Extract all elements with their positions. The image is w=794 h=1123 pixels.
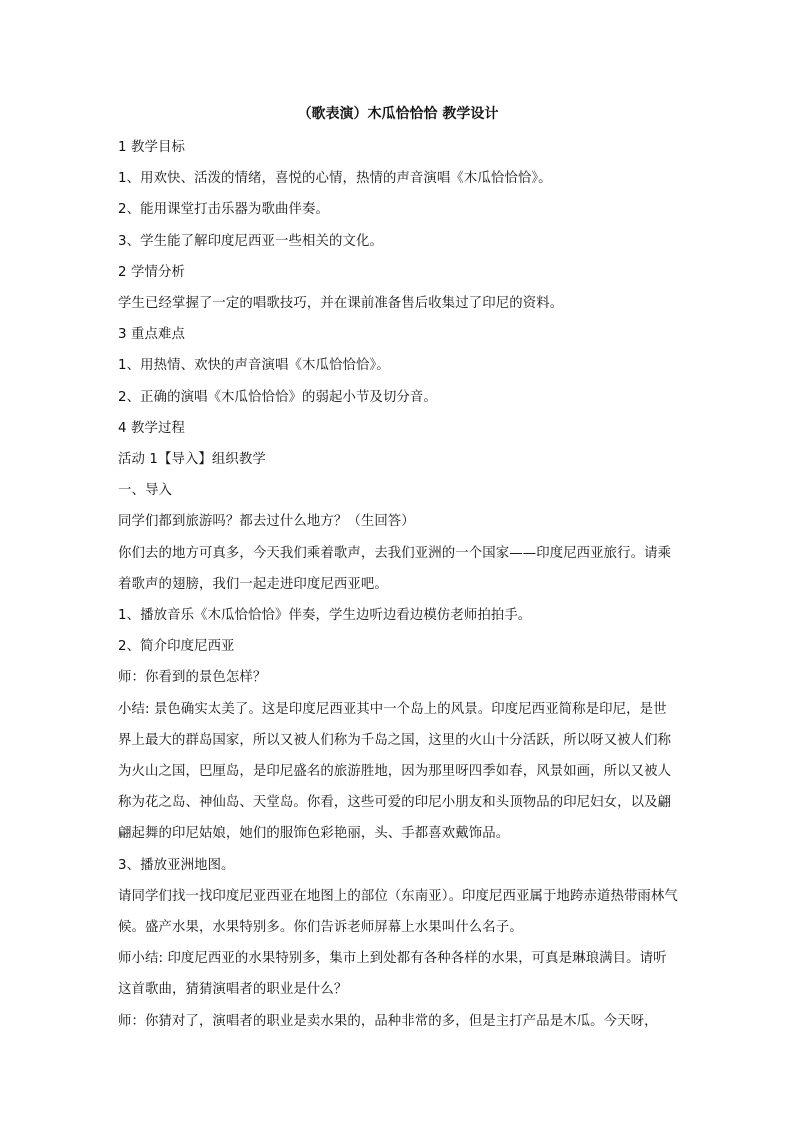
heading-objectives: 1 教学目标 — [118, 140, 185, 155]
objective-item-1: 1、用欢快、活泼的情绪，喜悦的心情，热情的声音演唱《木瓜恰恰恰》。 — [118, 171, 552, 187]
map-paragraph: 请同学们找一找印度尼亚西亚在地图上的部位（东南亚）。印度尼西亚属于地跨赤道热带雨林气候。盛产水果，水果特别多。你们告诉老师屏幕上水果叫什么名子。 — [118, 888, 678, 936]
step-3-asia-map: 3、播放亚洲地图。 — [118, 857, 235, 873]
step-2-intro-indonesia: 2、简介印度尼西亚 — [118, 639, 235, 655]
teacher-guess-paragraph: 师：你猜对了，演唱者的职业是卖水果的，品种非常的多，但是主打产品是木瓜。今天呀， — [118, 1013, 658, 1029]
step-1-play-music: 1、播放音乐《木瓜恰恰恰》伴奏，学生边听边看边模仿老师拍拍手。 — [118, 608, 532, 624]
teacher-question: 师：你看到的景色怎样？ — [118, 670, 267, 686]
objective-item-2: 2、能用课堂打击乐器为歌曲伴奏。 — [118, 202, 329, 218]
section-intro-heading: 一、导入 — [118, 483, 172, 499]
document-title: （歌表演）木瓜恰恰恰 教学设计 — [297, 106, 499, 122]
objective-item-3: 3、学生能了解印度尼西亚一些相关的文化。 — [118, 233, 383, 249]
summary-paragraph: 小结: 景色确实太美了。这是印度尼西亚其中一个岛上的风景。印度尼西亚简称是印尼，是世界上最大的群岛国家，所以又被人们称为千岛之国，这里的火山十分活跃，所以呀又被人们称为火山之国，巴厘岛，是印尼盛名的旅游胜地，因为那里呀四季如春，风景如画，所以又被人称为花之岛、神仙岛、天堂岛。你看，这些可爱的印尼小朋友和头顶物品的印尼妇女，以及翩翩起舞的印尼姑娘，她们的服饰色彩艳丽，头、手都喜欢戴饰品。 — [118, 701, 672, 842]
teacher-summary-paragraph: 师小结: 印度尼西亚的水果特别多，集市上到处都有各种各样的水果，可真是琳琅满目。请听这首歌曲，猜猜演唱者的职业是什么？ — [118, 951, 667, 998]
intro-paragraph: 你们去的地方可真多，今天我们乘着歌声，去我们亚洲的一个国家——印度尼西亚旅行。请乘着歌声的翅膀，我们一起走进印度尼西亚吧。 — [118, 545, 672, 592]
activity-1-heading: 活动 1【导入】组织教学 — [118, 452, 266, 468]
heading-key-points: 3 重点难点 — [118, 327, 185, 343]
document-page — [118, 100, 678, 1037]
intro-question: 同学们都到旅游吗？都去过什么地方？（生回答） — [118, 514, 415, 530]
heading-teaching-process: 4 教学过程 — [118, 420, 185, 436]
heading-student-analysis: 2 学情分析 — [118, 264, 185, 280]
key-point-1: 1、用热情、欢快的声音演唱《木瓜恰恰恰》。 — [118, 358, 390, 374]
student-analysis-text: 学生已经掌握了一定的唱歌技巧，并在课前准备售后收集过了印尼的资料。 — [118, 296, 564, 312]
key-point-2: 2、正确的演唱《木瓜恰恰恰》的弱起小节及切分音。 — [118, 389, 437, 405]
